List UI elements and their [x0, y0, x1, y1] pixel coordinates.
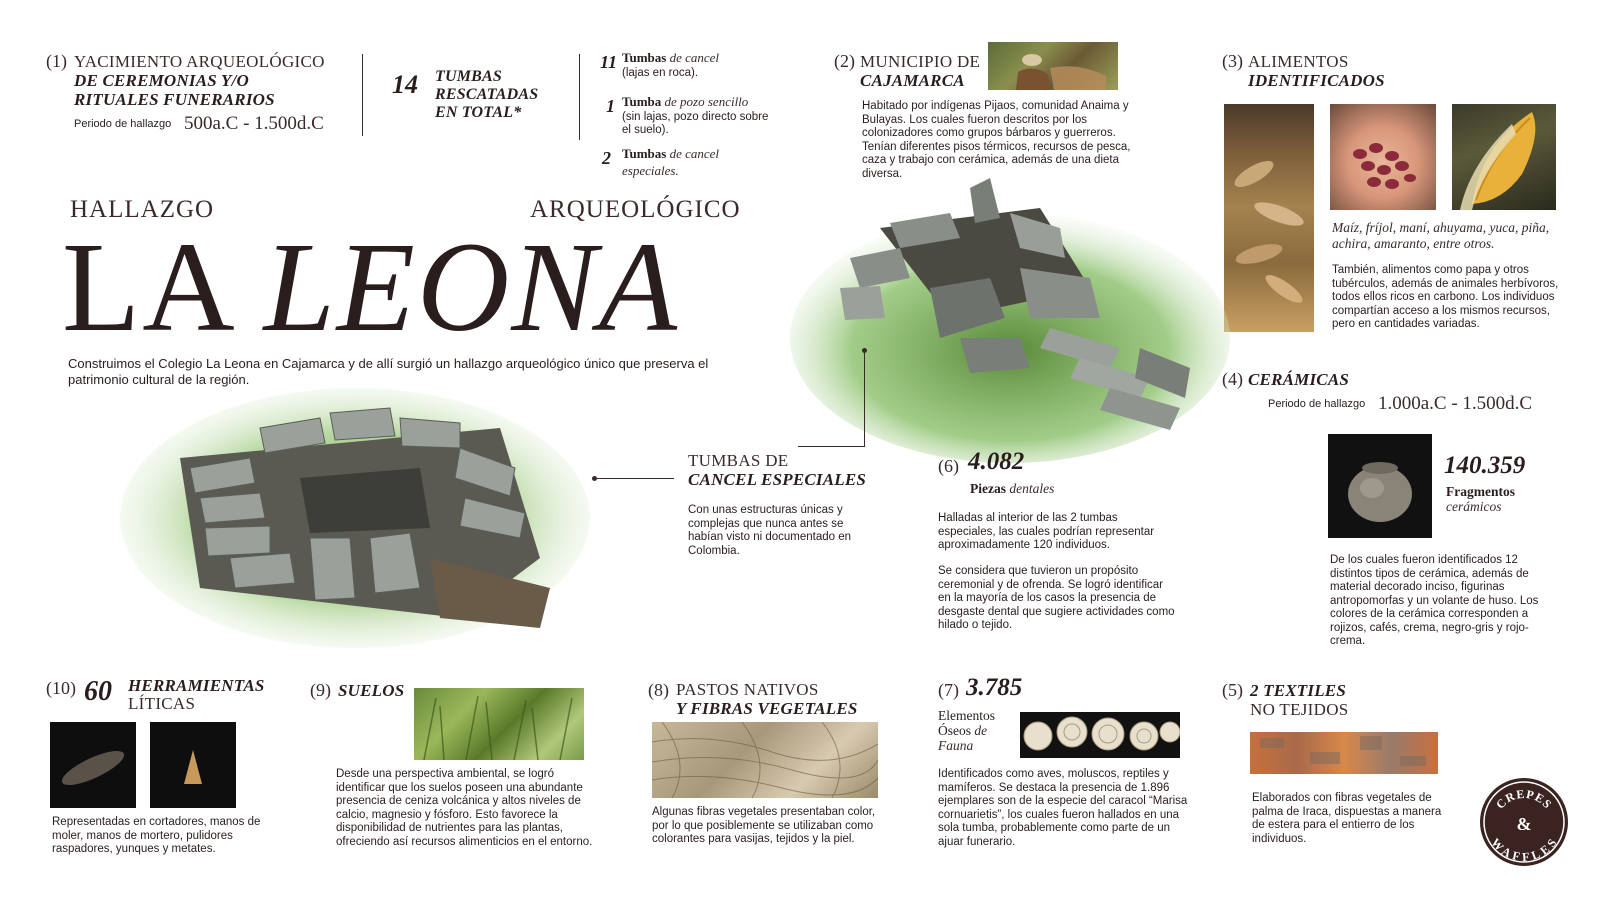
section-5-number: (5): [1222, 680, 1243, 700]
brand-logo-icon: [1480, 778, 1568, 866]
cancel-text: Con unas estructuras únicas y complejas que nunca antes se habían visto ni documentado en Colombia.: [688, 504, 852, 557]
section-9-number: (9): [310, 680, 331, 700]
cajamarca-photo: [988, 42, 1118, 90]
section-7-label-3: Fauna: [938, 738, 974, 753]
grass-icon: [414, 688, 584, 760]
stone-tomb-icon: [790, 168, 1230, 468]
tomb-type-bold: Tumbas: [622, 50, 667, 65]
crepes-waffles-logo: [1480, 778, 1568, 866]
callout-dot: [592, 476, 597, 481]
arrowhead-icon: [150, 722, 236, 808]
section-2-number: (2): [834, 51, 855, 71]
section-9-text: Desde una perspectiva ambiental, se logró identificar que los suelos poseen una abundante presencia de ceniza volcánica y altos niveles de calcio, magnesio y fósforo. Esto favorece la disponibilidad de nutrientes para las plantas, ofreciendo así recursos alimenticios en el entorno.: [336, 768, 593, 848]
section-6-count: 4.082: [968, 448, 1025, 475]
tomb-type-italic: de cancel: [666, 50, 720, 65]
tomb-type-desc: (lajas en roca).: [622, 66, 699, 79]
section-4-count: 140.359: [1444, 452, 1526, 479]
stone-tool-photo-1: [50, 722, 136, 808]
tomb-type-bold: Tumbas: [622, 146, 667, 161]
snail-shells-photo: [1020, 712, 1180, 758]
svg-text:WAFFLES: [1488, 835, 1560, 864]
section-6-label-bold: Piezas: [970, 481, 1006, 496]
section-1-number: (1): [46, 51, 67, 71]
section-10-title-line1: HERRAMIENTAS: [128, 676, 265, 695]
beans-photo: [1330, 104, 1436, 210]
section-2-title-line1: MUNICIPIO DE: [860, 52, 981, 71]
main-title: [62, 216, 679, 358]
section-8-title-line2: Y FIBRAS VEGETALES: [676, 699, 858, 718]
svg-text:CREPES: [1493, 787, 1555, 812]
textile-icon: [1250, 732, 1438, 774]
logo-mid-text: &: [1516, 814, 1532, 834]
section-4-number: (4): [1222, 369, 1243, 389]
section-4-title: CERÁMICAS: [1248, 370, 1350, 389]
subtitle-left: HALLAZGO: [70, 196, 215, 223]
section-4-period-value: 1.000a.C - 1.500d.C: [1378, 393, 1533, 414]
tomb-type-italic: de pozo sencillo: [661, 94, 749, 109]
section-9-title: SUELOS: [338, 681, 405, 700]
section-10-number: (10): [46, 678, 76, 698]
section-7-label-1: Elementos: [938, 708, 995, 723]
section-3-foods: Maíz, fríjol, maní, ahuyama, yuca, piña, achira, amaranto, entre otros.: [1332, 220, 1550, 251]
logo-bottom-text: WAFFLES: [1488, 835, 1560, 864]
ceramic-pot-icon: [1328, 434, 1432, 538]
tombs-total-label-2: RESCATADAS: [435, 86, 539, 103]
section-4-text: De los cuales fueron identificados 12 distintos tipos de cerámica, además de material decorado inciso, figurinas antropomorfas y un volante de huso. Los colores de la cerámica corresponden a rojizos, cafés, crema, negro-gris y rojo-crema.: [1330, 554, 1539, 647]
tomb-type-italic: de cancel: [666, 146, 720, 161]
section-2-text: Habitado por indígenas Pijaos, comunidad Anaima y Bulayas. Los cuales fueron descritos por los colonizadores como grupos bárbaros y guerreros. Tenían diferentes pisos térmicos, recursos de pesca, caza y trabajo con cerámica, además de una dieta diversa.: [862, 100, 1131, 180]
section-1-period-label: Periodo de hallazgo: [74, 118, 172, 130]
section-6-text-1: Halladas al interior de las 2 tumbas especiales, las cuales podrían representar aproximadamente 120 individuos.: [938, 512, 1155, 551]
section-3-title-line2: IDENTIFICADOS: [1248, 71, 1385, 90]
section-3-text: También, alimentos como papa y otros tubérculos, además de animales herbívoros, todos ellos ricos en carbono. Los individuos compartían acceso a los mismos recursos, pero en cantidades variadas.: [1332, 264, 1559, 330]
divider: [579, 54, 580, 140]
section-2-title-line2: CAJAMARCA: [860, 71, 965, 90]
section-8-text: Algunas fibras vegetales presentaban color, por lo que posiblemente se utilizaban como colorantes para vasijas, tejidos y la piel.: [652, 806, 876, 845]
stone-tool-photo-2: [150, 722, 236, 808]
section-7-label-2b: de: [971, 723, 988, 738]
section-10-title-line2: LÍTICAS: [128, 694, 196, 713]
tomb-type-list: [600, 50, 770, 186]
logo-top-text: CREPES: [1493, 786, 1556, 812]
section-6-text-2: Se considera que tuvieron un propósito ceremonial y de ofrenda. Se logró identificar en la mayoría de los casos la presencia de desgaste dental que sugiere actividades como hilado o tejido.: [938, 565, 1175, 631]
intro-text: Construimos el Colegio La Leona en Cajamarca y de allí surgió un hallazgo arqueológico único que preserva el patrimonio cultural de la región.: [68, 356, 709, 387]
section-7-number: (7): [938, 680, 959, 700]
subtitle-right: ARQUEOLÓGICO: [530, 196, 741, 223]
section-7-label-2a: Óseos: [938, 723, 971, 738]
section-7-label-2: [938, 723, 987, 739]
main-title-la: LA: [62, 216, 230, 358]
section-7-text: Identificados como aves, moluscos, reptiles y mamíferos. Se destaca la presencia de 1.896 ejemplares son de la especie del caracol “Marisa cornuarietis”, los cuales fueron hallados en una sola tumba, probablemente como parte de un ajuar funerario.: [938, 768, 1188, 848]
tomb-type-item: [600, 50, 770, 94]
divider: [362, 54, 363, 136]
callout-line: [798, 446, 865, 447]
stone-tool-icon: [50, 722, 136, 808]
section-6-label: [970, 480, 1054, 498]
worker-figure-icon: [988, 42, 1118, 90]
tomb-type-bold: Tumba: [622, 94, 662, 109]
tubers-icon: [1224, 104, 1314, 332]
tomb-type-item: [600, 94, 770, 146]
beans-icon: [1330, 104, 1436, 210]
corn-photo: [1452, 104, 1556, 210]
fibers-icon: [652, 722, 878, 798]
tomb-type-item: [600, 146, 770, 186]
section-3-number: (3): [1222, 51, 1243, 71]
textile-photo: [1250, 732, 1438, 774]
section-1-title-line2: DE CEREMONIAS Y/O: [74, 71, 250, 90]
yuca-photo: [1224, 104, 1314, 332]
section-3-title-line1: ALIMENTOS: [1248, 52, 1349, 71]
section-5-text: Elaborados con fibras vegetales de palma de Iraca, dispuestas a manera de estera para el entierro de los individuos.: [1252, 792, 1442, 845]
tomb-photo-left: [120, 388, 590, 648]
section-4-count-label-2: cerámicos: [1446, 499, 1502, 514]
section-10-text: Representadas en cortadores, manos de moler, manos de mortero, pulidores raspadores, yunques y metates.: [52, 816, 261, 855]
section-1-period-value: 500a.C - 1.500d.C: [184, 113, 324, 134]
cancel-title-line1: TUMBAS DE: [688, 451, 789, 470]
cancel-title-line2: CANCEL ESPECIALES: [688, 470, 867, 489]
section-6-number: (6): [938, 456, 959, 476]
callout-line: [864, 350, 865, 446]
callout-dot: [862, 348, 867, 353]
ceramic-pot-photo: [1328, 434, 1432, 538]
section-4-count-label-1: Fragmentos: [1446, 484, 1515, 499]
soil-grass-photo: [414, 688, 584, 760]
tomb-photo-right: [790, 168, 1230, 468]
section-7-count: 3.785: [966, 674, 1023, 701]
tombs-total-label-1: TUMBAS: [435, 68, 502, 85]
tomb-type-count: 1: [606, 96, 615, 116]
section-8-title-line1: PASTOS NATIVOS: [676, 680, 819, 699]
tombs-total-number: 14: [392, 70, 418, 99]
snail-shell-icon: [1020, 712, 1180, 758]
fibers-photo: [652, 722, 878, 798]
tombs-total-label-3: EN TOTAL*: [435, 104, 522, 121]
section-4-period-label: Periodo de hallazgo: [1268, 398, 1366, 410]
section-8-number: (8): [648, 680, 669, 700]
section-1-title-line3: RITUALES FUNERARIOS: [74, 90, 275, 109]
circular-tomb-icon: [120, 388, 590, 648]
tomb-type-count: 2: [602, 148, 611, 168]
section-5-title-line1: 2 TEXTILES: [1250, 681, 1346, 700]
main-title-leona: LEONA: [263, 216, 679, 358]
tomb-type-count: 11: [600, 52, 618, 72]
section-10-count: 60: [84, 676, 112, 707]
section-6-label-italic: dentales: [1006, 481, 1055, 496]
section-1-title-line1: YACIMIENTO ARQUEOLÓGICO: [74, 52, 325, 71]
corn-icon: [1452, 104, 1556, 210]
tomb-type-desc: especiales.: [622, 162, 679, 178]
tomb-type-desc: (sin lajas, pozo directo sobre el suelo).: [622, 110, 769, 136]
callout-line: [594, 478, 674, 479]
section-5-title-line2: NO TEJIDOS: [1250, 700, 1349, 719]
